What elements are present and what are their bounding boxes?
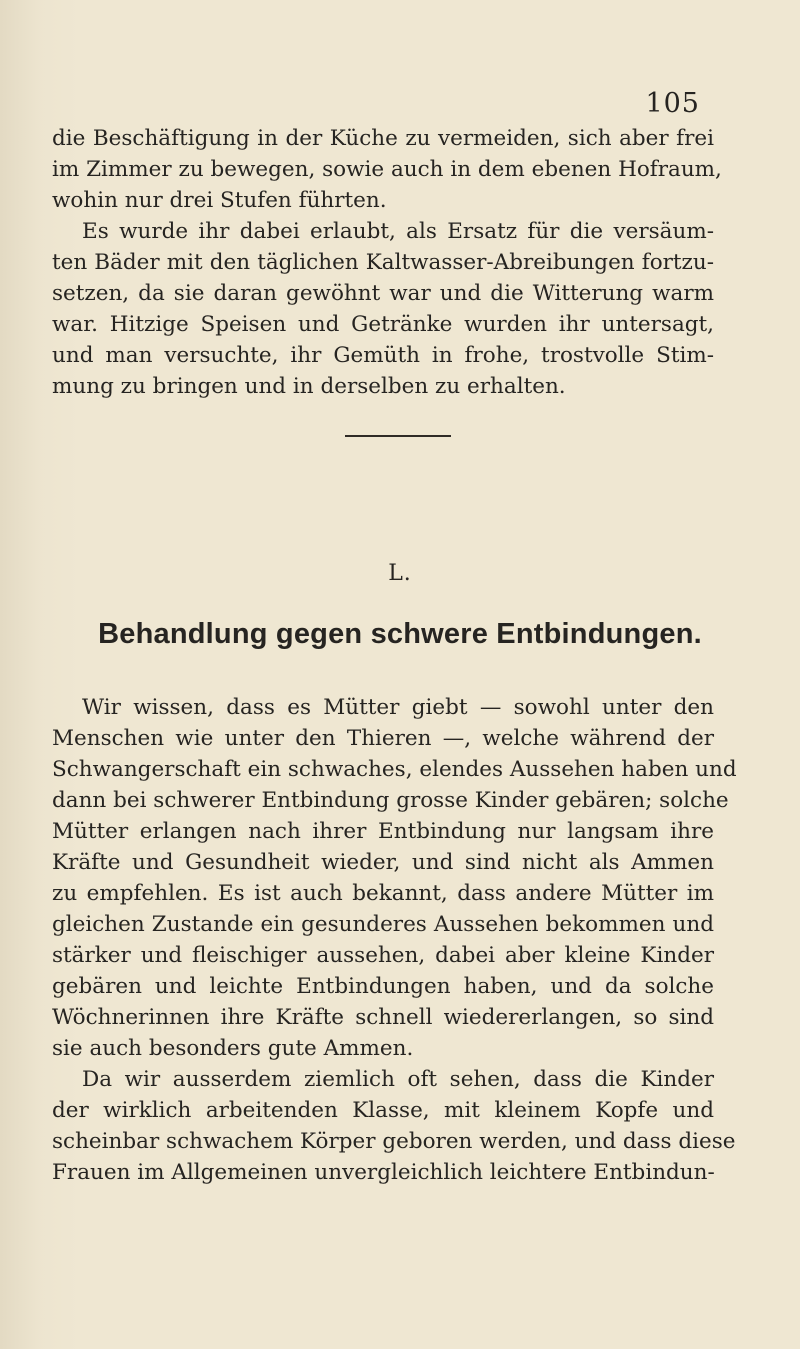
text-line: gleichen Zustande ein gesunderes Aussehen bekommen und — [52, 912, 714, 937]
text-line: die Beschäftigung in der Küche zu vermeiden, sich aber frei — [52, 126, 714, 151]
paragraph-arbeitende-klasse — [52, 1064, 736, 1188]
text-line: Es wurde ihr dabei erlaubt, als Ersatz für die versäum- — [82, 219, 714, 244]
page-number: 105 — [645, 88, 700, 119]
text-line: im Zimmer zu bewegen, sowie auch in dem ebenen Hofraum, — [52, 157, 722, 182]
text-line: war. Hitzige Speisen und Getränke wurden ihr untersagt, — [52, 312, 714, 337]
text-line: Schwangerschaft ein schwaches, elendes Aussehen haben und — [52, 757, 737, 782]
text-line: zu empfehlen. Es ist auch bekannt, dass andere Mütter im — [52, 881, 714, 906]
text-line: der wirklich arbeitenden Klasse, mit kleinem Kopfe und — [52, 1098, 714, 1123]
text-line: mung zu bringen und in derselben zu erhalten. — [52, 374, 566, 399]
text-line: Frauen im Allgemeinen unvergleichlich leichtere Entbindun- — [52, 1160, 715, 1185]
text-line: Menschen wie unter den Thieren —, welche während der — [52, 726, 714, 751]
text-line: Mütter erlangen nach ihrer Entbindung nur langsam ihre — [52, 819, 714, 844]
text-line: Wir wissen, dass es Mütter giebt — sowohl unter den — [82, 695, 714, 720]
text-line: wohin nur drei Stufen führten. — [52, 188, 387, 213]
paragraph-continued — [52, 123, 722, 216]
paragraph-muetter — [52, 692, 737, 1064]
text-line: setzen, da sie daran gewöhnt war und die Witterung warm — [52, 281, 714, 306]
text-line: Da wir ausserdem ziemlich oft sehen, dass die Kinder — [82, 1067, 714, 1092]
text-line: und man versuchte, ihr Gemüth in frohe, trostvolle Stim- — [52, 343, 714, 368]
text-line: Kräfte und Gesundheit wieder, und sind nicht als Ammen — [52, 850, 714, 875]
text-line: scheinbar schwachem Körper geboren werden, und dass diese — [52, 1129, 736, 1154]
section-number: L. — [388, 561, 412, 586]
text-line: gebären und leichte Entbindungen haben, und da solche — [52, 974, 714, 999]
text-line: dann bei schwerer Entbindung grosse Kinder gebären; solche — [52, 788, 729, 813]
section-divider — [345, 435, 451, 437]
paragraph-kaltwasser — [52, 216, 714, 402]
section-heading: Behandlung gegen schwere Entbindungen. — [98, 618, 702, 650]
text-line: ten Bäder mit den täglichen Kaltwasser-Abreibungen fortzu- — [52, 250, 714, 275]
text-line: sie auch besonders gute Ammen. — [52, 1036, 414, 1061]
text-line: stärker und fleischiger aussehen, dabei aber kleine Kinder — [52, 943, 714, 968]
text-line: Wöchnerinnen ihre Kräfte schnell wiedererlangen, so sind — [52, 1005, 714, 1030]
